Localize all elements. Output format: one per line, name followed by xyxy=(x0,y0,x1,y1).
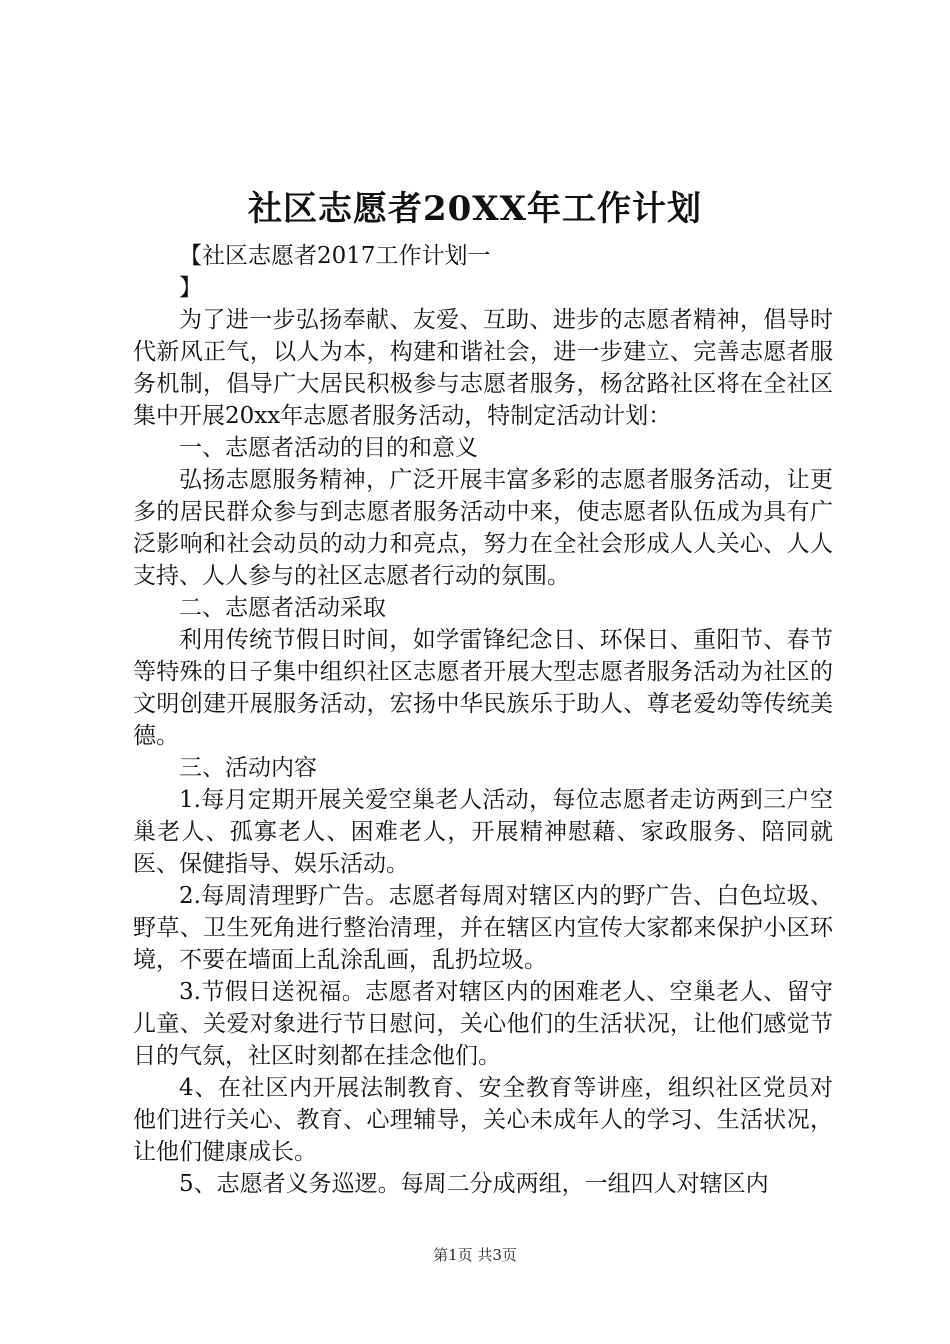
paragraph: 3.节假日送祝福。志愿者对辖区内的困难老人、空巢老人、留守儿童、关爱对象进行节日慰问，关心他们的生活状况，让他们感觉节日的气氛，社区时刻都在挂念他们。 xyxy=(133,979,833,1069)
paragraph: 5、志愿者义务巡逻。每周二分成两组，一组四人对辖区内 xyxy=(179,1171,769,1197)
paragraph: 三、活动内容 xyxy=(179,755,317,781)
document-body xyxy=(133,240,833,1200)
paragraph: 4、在社区内开展法制教育、安全教育等讲座，组织社区党员对他们进行关心、教育、心理辅导，关心未成年人的学习、生活状况，让他们健康成长。 xyxy=(133,1075,833,1165)
paragraph: 1.每月定期开展关爱空巢老人活动，每位志愿者走访两到三户空巢老人、孤寡老人、困难老人，开展精神慰藉、家政服务、陪同就医、保健指导、娱乐活动。 xyxy=(133,787,833,877)
paragraph: 弘扬志愿服务精神，广泛开展丰富多彩的志愿者服务活动，让更多的居民群众参与到志愿者服务活动中来，使志愿者队伍成为具有广泛影响和社会动员的动力和亮点，努力在全社会形成人人关心、人人支持、人人参与的社区志愿者行动的氛围。 xyxy=(133,467,833,589)
paragraph: 利用传统节假日时间，如学雷锋纪念日、环保日、重阳节、春节等特殊的日子集中组织社区志愿者开展大型志愿者服务活动为社区的文明创建开展服务活动，宏扬中华民族乐于助人、尊老爱幼等传统美德。 xyxy=(133,627,833,749)
paragraph: 2.每周清理野广告。志愿者每周对辖区内的野广告、白色垃圾、野草、卫生死角进行整治清理，并在辖区内宣传大家都来保护小区环境，不要在墙面上乱涂乱画，乱扔垃圾。 xyxy=(133,883,833,973)
paragraph: 【社区志愿者2017工作计划一 xyxy=(179,243,491,269)
paragraph: 】 xyxy=(179,275,202,301)
paragraph: 为了进一步弘扬奉献、友爱、互助、进步的志愿者精神，倡导时代新风正气，以人为本，构建和谐社会，进一步建立、完善志愿者服务机制，倡导广大居民积极参与志愿者服务，杨岔路社区将在全社区集中开展20xx年志愿者服务活动，特制定活动计划： xyxy=(133,307,833,429)
page-footer: 第1页 共3页 xyxy=(433,1246,517,1264)
paragraph: 二、志愿者活动采取 xyxy=(179,595,386,621)
document-title: 社区志愿者20XX年工作计划 xyxy=(247,189,703,229)
paragraph: 一、志愿者活动的目的和意义 xyxy=(179,435,478,461)
